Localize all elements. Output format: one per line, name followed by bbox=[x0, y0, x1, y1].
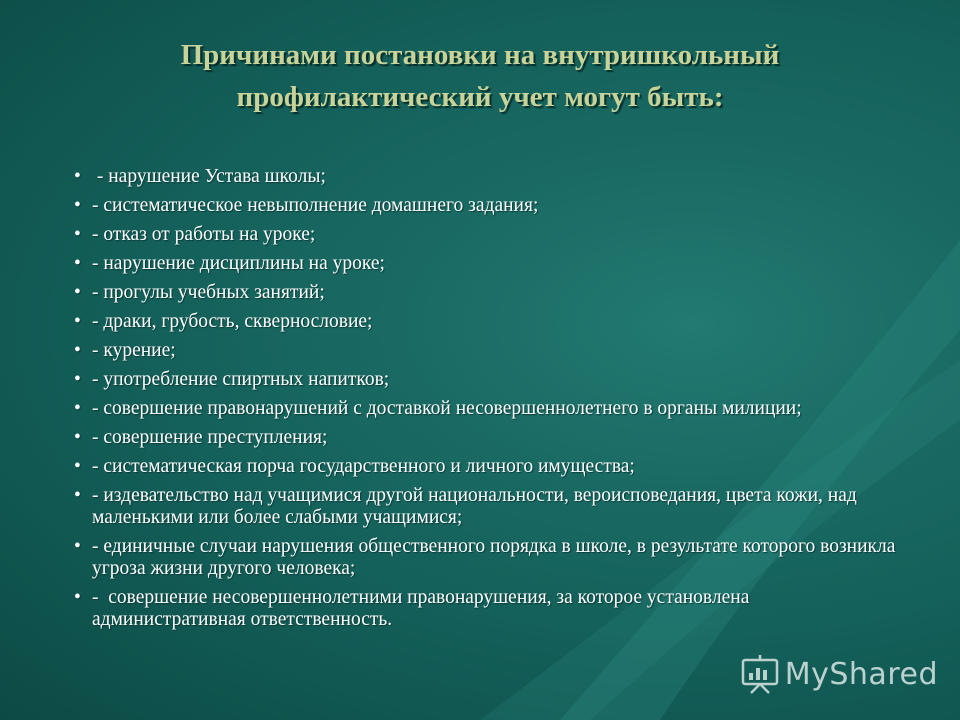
presentation-board-icon bbox=[741, 654, 779, 694]
slide-title-line-2: профилактический учет могут быть: bbox=[236, 81, 724, 113]
list-item-text: - систематическое невыполнение домашнего задания; bbox=[92, 195, 539, 216]
list-item bbox=[74, 485, 904, 529]
list-item bbox=[74, 587, 904, 631]
bullet-icon: • bbox=[74, 195, 81, 216]
bullet-icon: • bbox=[74, 398, 81, 419]
bullet-icon: • bbox=[74, 282, 81, 303]
slide-title bbox=[100, 34, 860, 118]
list-item-text: - единичные случаи нарушения общественного порядка в школе, в результате которого возникла угроза жизни другого человека; bbox=[92, 536, 896, 579]
list-item-text: - совершение несовершеннолетними правонарушения, за которое установлена административная ответственность. bbox=[92, 587, 755, 630]
watermark-text: MyShared bbox=[784, 656, 938, 692]
bullet-icon: • bbox=[74, 311, 81, 332]
list-item-text: - курение; bbox=[92, 340, 176, 361]
list-item-text: - драки, грубость, сквернословие; bbox=[92, 311, 373, 332]
myshared-watermark bbox=[741, 652, 938, 696]
list-item-text: - издевательство над учащимися другой национальности, вероисповедания, цвета кожи, над маленькими или более слабыми учащимися; bbox=[92, 485, 857, 528]
list-item-text: - употребление спиртных напитков; bbox=[92, 369, 390, 390]
list-item bbox=[74, 224, 904, 246]
bullet-icon: • bbox=[74, 427, 81, 448]
list-item bbox=[74, 282, 904, 304]
list-item-text: - отказ от работы на уроке; bbox=[92, 224, 316, 245]
list-item bbox=[74, 536, 904, 580]
reasons-list bbox=[74, 166, 904, 638]
list-item bbox=[74, 398, 904, 420]
bullet-icon: • bbox=[74, 485, 81, 506]
list-item bbox=[74, 427, 904, 449]
bullet-icon: • bbox=[74, 253, 81, 274]
list-item bbox=[74, 253, 904, 275]
bullet-icon: • bbox=[74, 224, 81, 245]
bullet-icon: • bbox=[74, 536, 81, 557]
bullet-icon: • bbox=[74, 166, 81, 187]
list-item-text: - нарушение Устава школы; bbox=[92, 166, 326, 187]
bullet-icon: • bbox=[74, 587, 81, 608]
list-item-text: - нарушение дисциплины на уроке; bbox=[92, 253, 385, 274]
bullet-icon: • bbox=[74, 340, 81, 361]
list-item-text: - прогулы учебных занятий; bbox=[92, 282, 325, 303]
list-item-text: - совершение правонарушений с доставкой несовершеннолетнего в органы милиции; bbox=[92, 398, 802, 419]
bullet-icon: • bbox=[74, 456, 81, 477]
list-item bbox=[74, 456, 904, 478]
list-item bbox=[74, 369, 904, 391]
list-item-text: - совершение преступления; bbox=[92, 427, 328, 448]
list-item bbox=[74, 311, 904, 333]
slide-title-line-1: Причинами постановки на внутришкольный bbox=[180, 39, 780, 71]
list-item-text: - систематическая порча государственного и личного имущества; bbox=[92, 456, 635, 477]
list-item bbox=[74, 340, 904, 362]
list-item bbox=[74, 195, 904, 217]
bullet-icon: • bbox=[74, 369, 81, 390]
list-item bbox=[74, 166, 904, 188]
